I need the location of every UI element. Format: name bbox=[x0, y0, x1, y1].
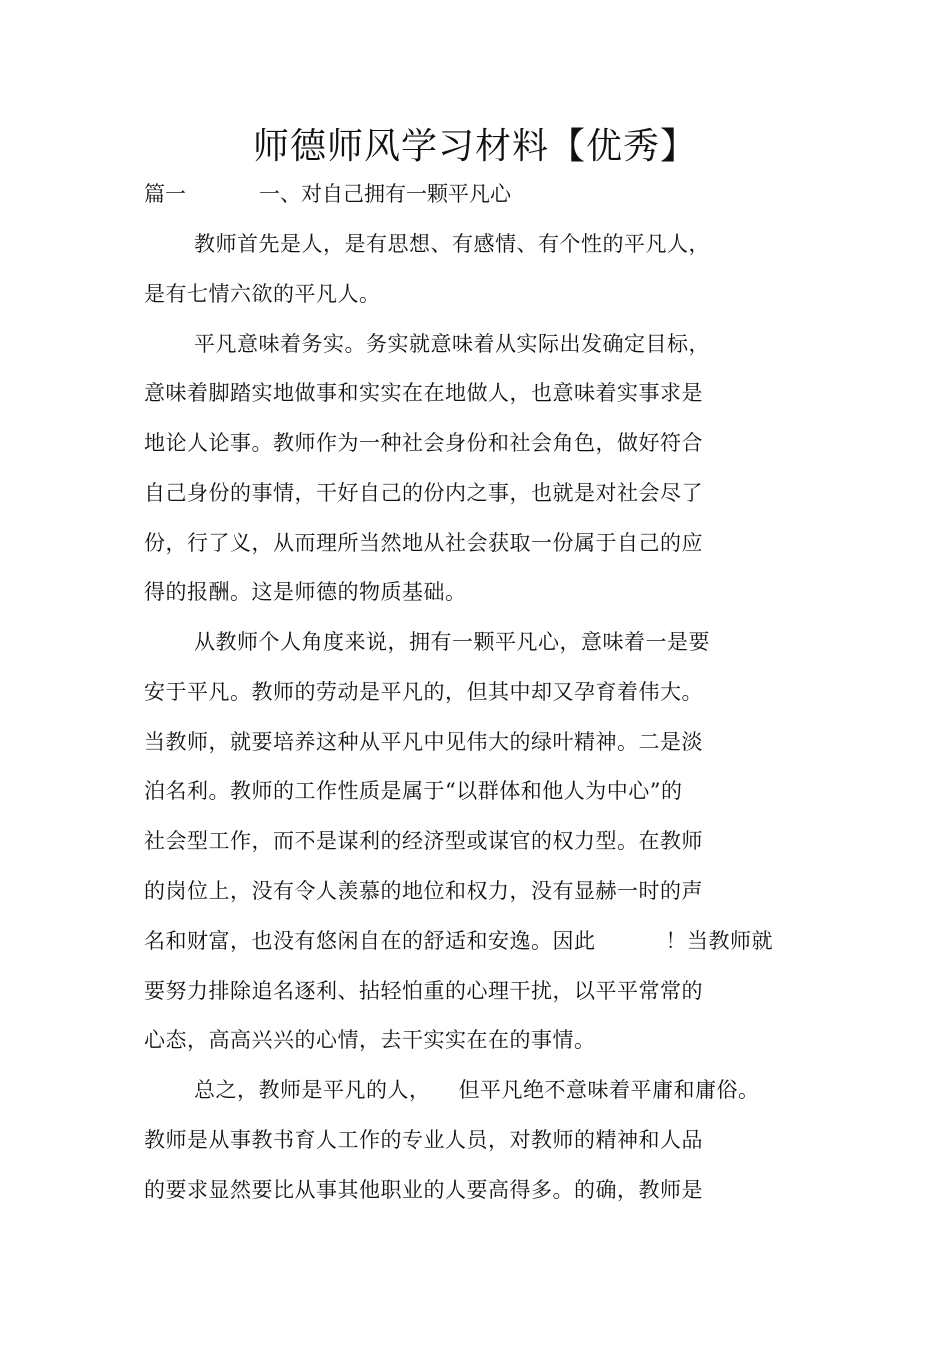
paragraph-line: 心态，高高兴兴的心情，去干实实在在的事情。 bbox=[144, 1028, 596, 1052]
paragraph-line: 的岗位上，没有令人羡慕的地位和权力，没有显赫一时的声 bbox=[144, 879, 703, 903]
paragraph-line: 当教师，就要培养这种从平凡中见伟大的绿叶精神。二是淡 bbox=[144, 730, 703, 754]
paragraph-line: 从教师个人角度来说，拥有一颗平凡心，意味着一是要 bbox=[194, 630, 710, 654]
paragraph-line: 是有七情六欲的平凡人。 bbox=[144, 282, 381, 306]
split-line-right: 但平凡绝不意味着平庸和庸俗。 bbox=[458, 1078, 760, 1102]
split-line-right: ！当教师就 bbox=[665, 929, 773, 953]
paragraph-line: 的要求显然要比从事其他职业的人要高得多。的确，教师是 bbox=[144, 1178, 703, 1202]
split-line-left: 名和财富，也没有悠闲自在的舒适和安逸。因此 bbox=[144, 929, 596, 953]
paragraph-line: 泊名利。教师的工作性质是属于“以群体和他人为中心”的 bbox=[144, 779, 683, 803]
paragraph-line: 地论人论事。教师作为一种社会身份和社会角色，做好符合 bbox=[144, 431, 703, 455]
paragraph-line: 教师是从事教书育人工作的专业人员，对教师的精神和人品 bbox=[144, 1128, 703, 1152]
paragraph-line: 自己身份的事情，干好自己的份内之事，也就是对社会尽了 bbox=[144, 481, 703, 505]
section-heading bbox=[144, 178, 511, 208]
paragraph-line: 社会型工作，而不是谋利的经济型或谋官的权力型。在教师 bbox=[144, 829, 703, 853]
section-heading-text: 一、对自己拥有一颗平凡心 bbox=[259, 182, 511, 206]
split-line-left: 总之，教师是平凡的人， bbox=[194, 1078, 431, 1102]
paragraph-line: 得的报酬。这是师德的物质基础。 bbox=[144, 580, 467, 604]
paragraph-line: 意味着脚踏实地做事和实实在在地做人，也意味着实事求是 bbox=[144, 381, 703, 405]
paragraph-line-split bbox=[194, 1074, 760, 1104]
document-title: 师德师风学习材料【优秀】 bbox=[252, 126, 697, 167]
paragraph-line: 教师首先是人，是有思想、有感情、有个性的平凡人， bbox=[194, 232, 710, 256]
section-label: 篇一 bbox=[144, 182, 186, 206]
paragraph-line: 平凡意味着务实。务实就意味着从实际出发确定目标， bbox=[194, 332, 710, 356]
paragraph-line: 要努力排除追名逐利、拈轻怕重的心理干扰，以平平常常的 bbox=[144, 979, 703, 1003]
paragraph-line: 份，行了义，从而理所当然地从社会获取一份属于自己的应 bbox=[144, 531, 703, 555]
paragraph-line-split bbox=[144, 925, 773, 955]
paragraph-line: 安于平凡。教师的劳动是平凡的，但其中却又孕育着伟大。 bbox=[144, 680, 703, 704]
